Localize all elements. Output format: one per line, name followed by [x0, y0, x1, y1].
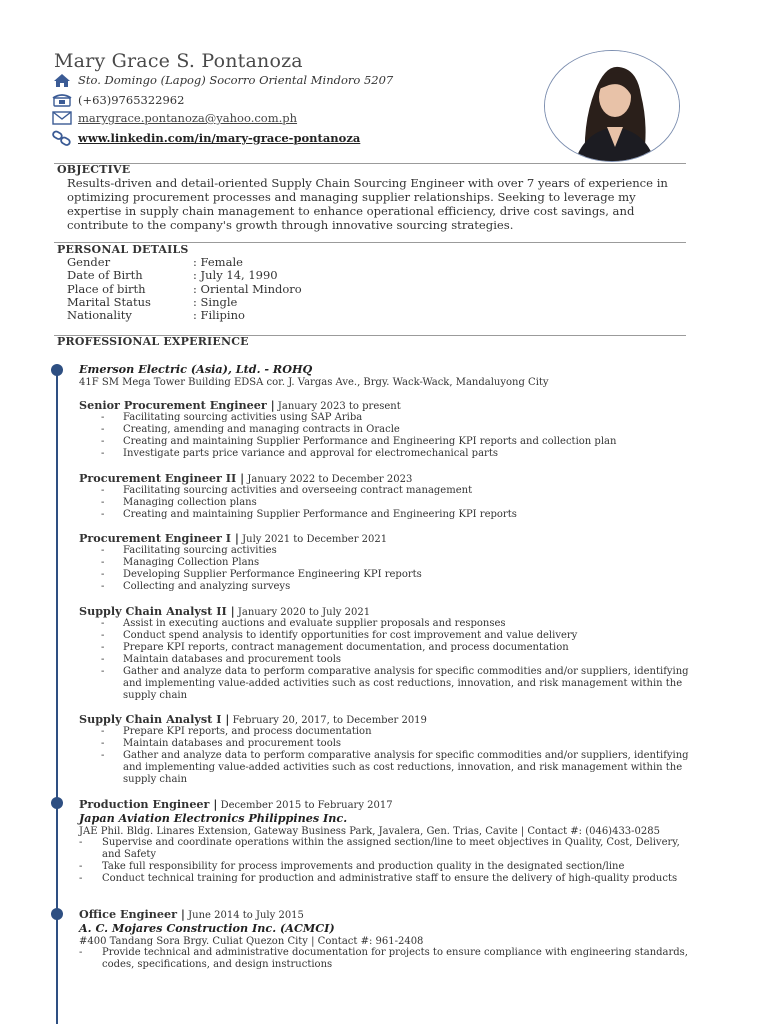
linkedin-link[interactable]: www.linkedin.com/in/mary-grace-pontanoza: [78, 131, 361, 145]
duties-list: [79, 618, 689, 702]
company-name: Emerson Electric (Asia), Ltd. - ROHQ: [79, 362, 313, 376]
duty-item: - Facilitating sourcing activities: [79, 545, 689, 557]
duty-item: - Maintain databases and procurement tools: [79, 738, 689, 750]
duty-item: - Conduct technical training for production and administrative staff to ensure the delivery of high-quality products: [79, 873, 689, 885]
mail-icon: [52, 110, 72, 126]
duty-item: - Conduct spend analysis to identify opportunities for cost improvement and value delivery: [79, 630, 689, 642]
candidate-name: Mary Grace S. Pontanoza: [54, 50, 303, 72]
duties-list: [79, 485, 689, 521]
email-line[interactable]: [52, 110, 297, 126]
detail-label: Marital Status: [67, 294, 151, 309]
duty-item: - Creating and maintaining Supplier Performance and Engineering KPI reports: [79, 509, 689, 521]
phone-text: (+63)9765322962: [78, 93, 185, 107]
role-title: Senior Procurement Engineer | January 2023 to present: [79, 398, 401, 412]
detail-row: [67, 269, 302, 282]
duty-item: - Provide technical and administrative documentation for projects to ensure compliance with engineering standards, codes, specifications, and design instructions: [79, 947, 689, 971]
duty-item: - Maintain databases and procurement tools: [79, 654, 689, 666]
address-line: [52, 72, 393, 88]
duty-item: - Collecting and analyzing surveys: [79, 581, 689, 593]
role-dates: January 2023 to present: [274, 401, 401, 412]
role-title: Office Engineer | June 2014 to July 2015: [79, 907, 304, 921]
company-name: A. C. Mojares Construction Inc. (ACMCI): [79, 921, 335, 935]
detail-value: : Female: [193, 255, 243, 269]
role-block: [79, 531, 689, 593]
experience-heading: PROFESSIONAL EXPERIENCE: [57, 335, 249, 348]
duty-item: - Supervise and coordinate operations within the assigned section/line to meet objectives in Quality, Cost, Delivery, and Safety: [79, 837, 689, 861]
duties-list: [79, 545, 689, 593]
role-dates: July 2021 to December 2021: [238, 534, 388, 545]
role-dates: February 20, 2017, to December 2019: [229, 715, 427, 726]
duty-item: - Managing collection plans: [79, 497, 689, 509]
duty-item: - Creating, amending and managing contracts in Oracle: [79, 424, 689, 436]
linkedin-line[interactable]: [52, 130, 360, 146]
role-dates: January 2020 to July 2021: [234, 607, 371, 618]
profile-photo: [544, 50, 680, 162]
duty-item: - Prepare KPI reports, and process documentation: [79, 726, 689, 738]
role-block: [79, 712, 689, 786]
role-title: Supply Chain Analyst I | February 20, 2017, to December 2019: [79, 712, 427, 726]
objective-heading: OBJECTIVE: [57, 163, 131, 176]
detail-row: [67, 309, 302, 322]
detail-row: [67, 283, 302, 296]
duty-item: - Managing Collection Plans: [79, 557, 689, 569]
personal-details-heading: PERSONAL DETAILS: [57, 243, 189, 256]
duty-item: - Investigate parts price variance and approval for electromechanical parts: [79, 448, 689, 460]
detail-label: Date of Birth: [67, 268, 143, 283]
duty-item: - Facilitating sourcing activities using SAP Ariba: [79, 412, 689, 424]
detail-value: : Filipino: [193, 308, 245, 323]
detail-row: [67, 256, 302, 269]
company-address: #400 Tandang Sora Brgy. Culiat Quezon City | Contact #: 961-2408: [79, 936, 424, 947]
employer-emerson: [79, 362, 689, 388]
timeline-dot: [51, 797, 63, 809]
personal-details: [67, 256, 302, 322]
detail-value: : Oriental Mindoro: [193, 281, 302, 296]
duty-item: - Gather and analyze data to perform comparative analysis for specific commodities and/or suppliers, identifying and implementing value-added activities such as cost reductions, innovation, and risk management within the supply chain: [79, 666, 689, 702]
detail-value: : July 14, 1990: [193, 268, 278, 283]
employer-jae: [79, 797, 689, 885]
role-dates: December 2015 to February 2017: [217, 800, 393, 811]
duty-item: - Gather and analyze data to perform comparative analysis for specific commodities and/or suppliers, identifying and implementing value-added activities such as cost reductions, innovation, and risk management within the supply chain: [79, 750, 689, 786]
detail-value: : Single: [193, 294, 238, 309]
divider: [54, 163, 686, 164]
role-block: [79, 471, 689, 521]
detail-row: [67, 296, 302, 309]
role-dates: June 2014 to July 2015: [184, 910, 304, 921]
duty-item: - Prepare KPI reports, contract management documentation, and process documentation: [79, 642, 689, 654]
company-address: JAE Phil. Bldg. Linares Extension, Gateway Business Park, Javalera, Gen. Trias, Cavite | Contact #: (046)433-0285: [79, 826, 660, 837]
duties-list: [79, 412, 689, 460]
role-dates: January 2022 to December 2023: [244, 474, 413, 485]
role-title: Production Engineer | December 2015 to February 2017: [79, 797, 393, 811]
duties-list: [79, 837, 689, 885]
role-title: Procurement Engineer II | January 2022 to December 2023: [79, 471, 413, 485]
company-name: Japan Aviation Electronics Philippines Inc.: [79, 811, 348, 825]
duty-item: - Creating and maintaining Supplier Performance and Engineering KPI reports and collection plan: [79, 436, 689, 448]
detail-label: Place of birth: [67, 281, 146, 296]
role-block: [79, 398, 689, 460]
detail-label: Nationality: [67, 308, 132, 323]
duty-item: - Take full responsibility for process improvements and production quality in the designated section/line: [79, 861, 689, 873]
email-link[interactable]: marygrace.pontanoza@yahoo.com.ph: [78, 111, 298, 125]
link-icon: [52, 130, 72, 146]
duty-item: - Facilitating sourcing activities and overseeing contract management: [79, 485, 689, 497]
timeline-line: [56, 368, 58, 1024]
phone-line: [52, 92, 184, 108]
company-address: 41F SM Mega Tower Building EDSA cor. J. Vargas Ave., Brgy. Wack-Wack, Mandaluyong City: [79, 377, 549, 388]
detail-label: Gender: [67, 255, 111, 269]
timeline-dot: [51, 364, 63, 376]
duties-list: [79, 947, 689, 971]
role-title: Procurement Engineer I | July 2021 to December 2021: [79, 531, 388, 545]
home-icon: [52, 72, 72, 88]
objective-text: Results-driven and detail-oriented Supply Chain Sourcing Engineer with over 7 years of experience in optimizing procurement processes and managing supplier relationships. Seeking to leverage my expertise in supply chain management to enhance operational efficiency, drive cost savings, and contribute to the company's growth through innovative sourcing strategies.: [67, 176, 668, 232]
duty-item: - Developing Supplier Performance Engineering KPI reports: [79, 569, 689, 581]
duties-list: [79, 726, 689, 786]
phone-icon: [52, 92, 72, 108]
employer-acmci: [79, 907, 689, 971]
duty-item: - Assist in executing auctions and evaluate supplier proposals and responses: [79, 618, 689, 630]
role-title: Supply Chain Analyst II | January 2020 to July 2021: [79, 604, 371, 618]
role-block: [79, 604, 689, 702]
address-text: Sto. Domingo (Lapog) Socorro Oriental Mindoro 5207: [78, 73, 394, 87]
timeline-dot: [51, 908, 63, 920]
